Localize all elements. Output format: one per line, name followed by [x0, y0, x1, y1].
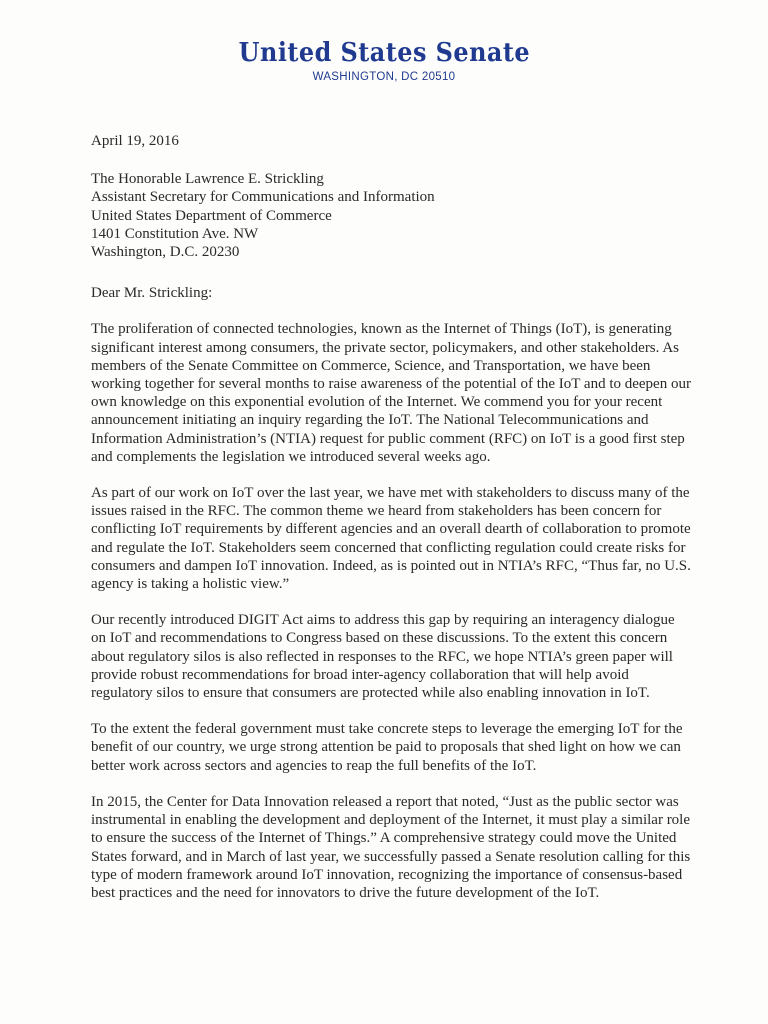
letter-body [91, 132, 691, 902]
senate-letterhead-address: WASHINGTON, DC 20510 [312, 71, 456, 83]
body-paragraph: The proliferation of connected technologies, known as the Internet of Things (IoT), is generating significant interest among consumers, the private sector, policymakers, and other stakeholders. As members of the Senate Committee on Commerce, Science, and Transportation, we have been working together for several months to raise awareness of the potential of the IoT and to deepen our own knowledge on this exponential evolution of the Internet. We commend you for your recent announcement initiating an inquiry regarding the IoT. The National Telecommunications and Information Administration’s (NTIA) request for public comment (RFC) on IoT is a good first step and complements the legislation we introduced several weeks ago. [91, 321, 691, 465]
addressee-line: Assistant Secretary for Communications and Information [91, 189, 435, 206]
letter-date: April 19, 2016 [91, 133, 179, 149]
letterhead [0, 38, 768, 83]
body-paragraph: In 2015, the Center for Data Innovation released a report that noted, “Just as the public sector was instrumental in enabling the development and deployment of the Internet, it must play a similar role to ensure the success of the Internet of Things.” A comprehensive strategy could move the United States forward, and in March of last year, we successfully passed a Senate resolution calling for this type of modern framework around IoT innovation, recognizing the importance of consensus-based best practices and the need for innovators to drive the future development of the IoT. [91, 793, 691, 901]
addressee-line: The Honorable Lawrence E. Strickling [91, 171, 324, 188]
addressee-line: Washington, D.C. 20230 [91, 244, 240, 261]
addressee-block [91, 170, 691, 261]
salutation: Dear Mr. Strickling: [91, 285, 213, 302]
addressee-line: 1401 Constitution Ave. NW [91, 225, 259, 242]
body-paragraph: As part of our work on IoT over the last year, we have met with stakeholders to discuss many of the issues raised in the RFC. The common theme we heard from stakeholders has been concern for conflicting IoT requirements by different agencies and an overall dearth of collaboration to promote and regulate the IoT. Stakeholders seem concerned that conflicting regulation could create risks for consumers and dampen IoT innovation. Indeed, as is pointed out in NTIA’s RFC, “Thus far, no U.S. agency is taking a holistic view.” [91, 485, 691, 593]
addressee-line: United States Department of Commerce [91, 207, 332, 224]
body-paragraph: To the extent the federal government must take concrete steps to leverage the emerging IoT for the benefit of our country, we urge strong attention be paid to proposals that shed light on how we can better work across sectors and agencies to reap the full benefits of the IoT. [91, 721, 683, 774]
senate-letterhead-title: United States Senate [238, 38, 530, 68]
body-paragraph: Our recently introduced DIGIT Act aims to address this gap by requiring an interagency dialogue on IoT and recommendations to Congress based on these discussions. To the extent this concern about regulatory silos is also reflected in responses to the RFC, we hope NTIA’s green paper will provide robust recommendations for broad inter-agency collaboration that will help avoid regulatory silos to ensure that consumers are protected while also enabling innovation in IoT. [91, 612, 675, 702]
